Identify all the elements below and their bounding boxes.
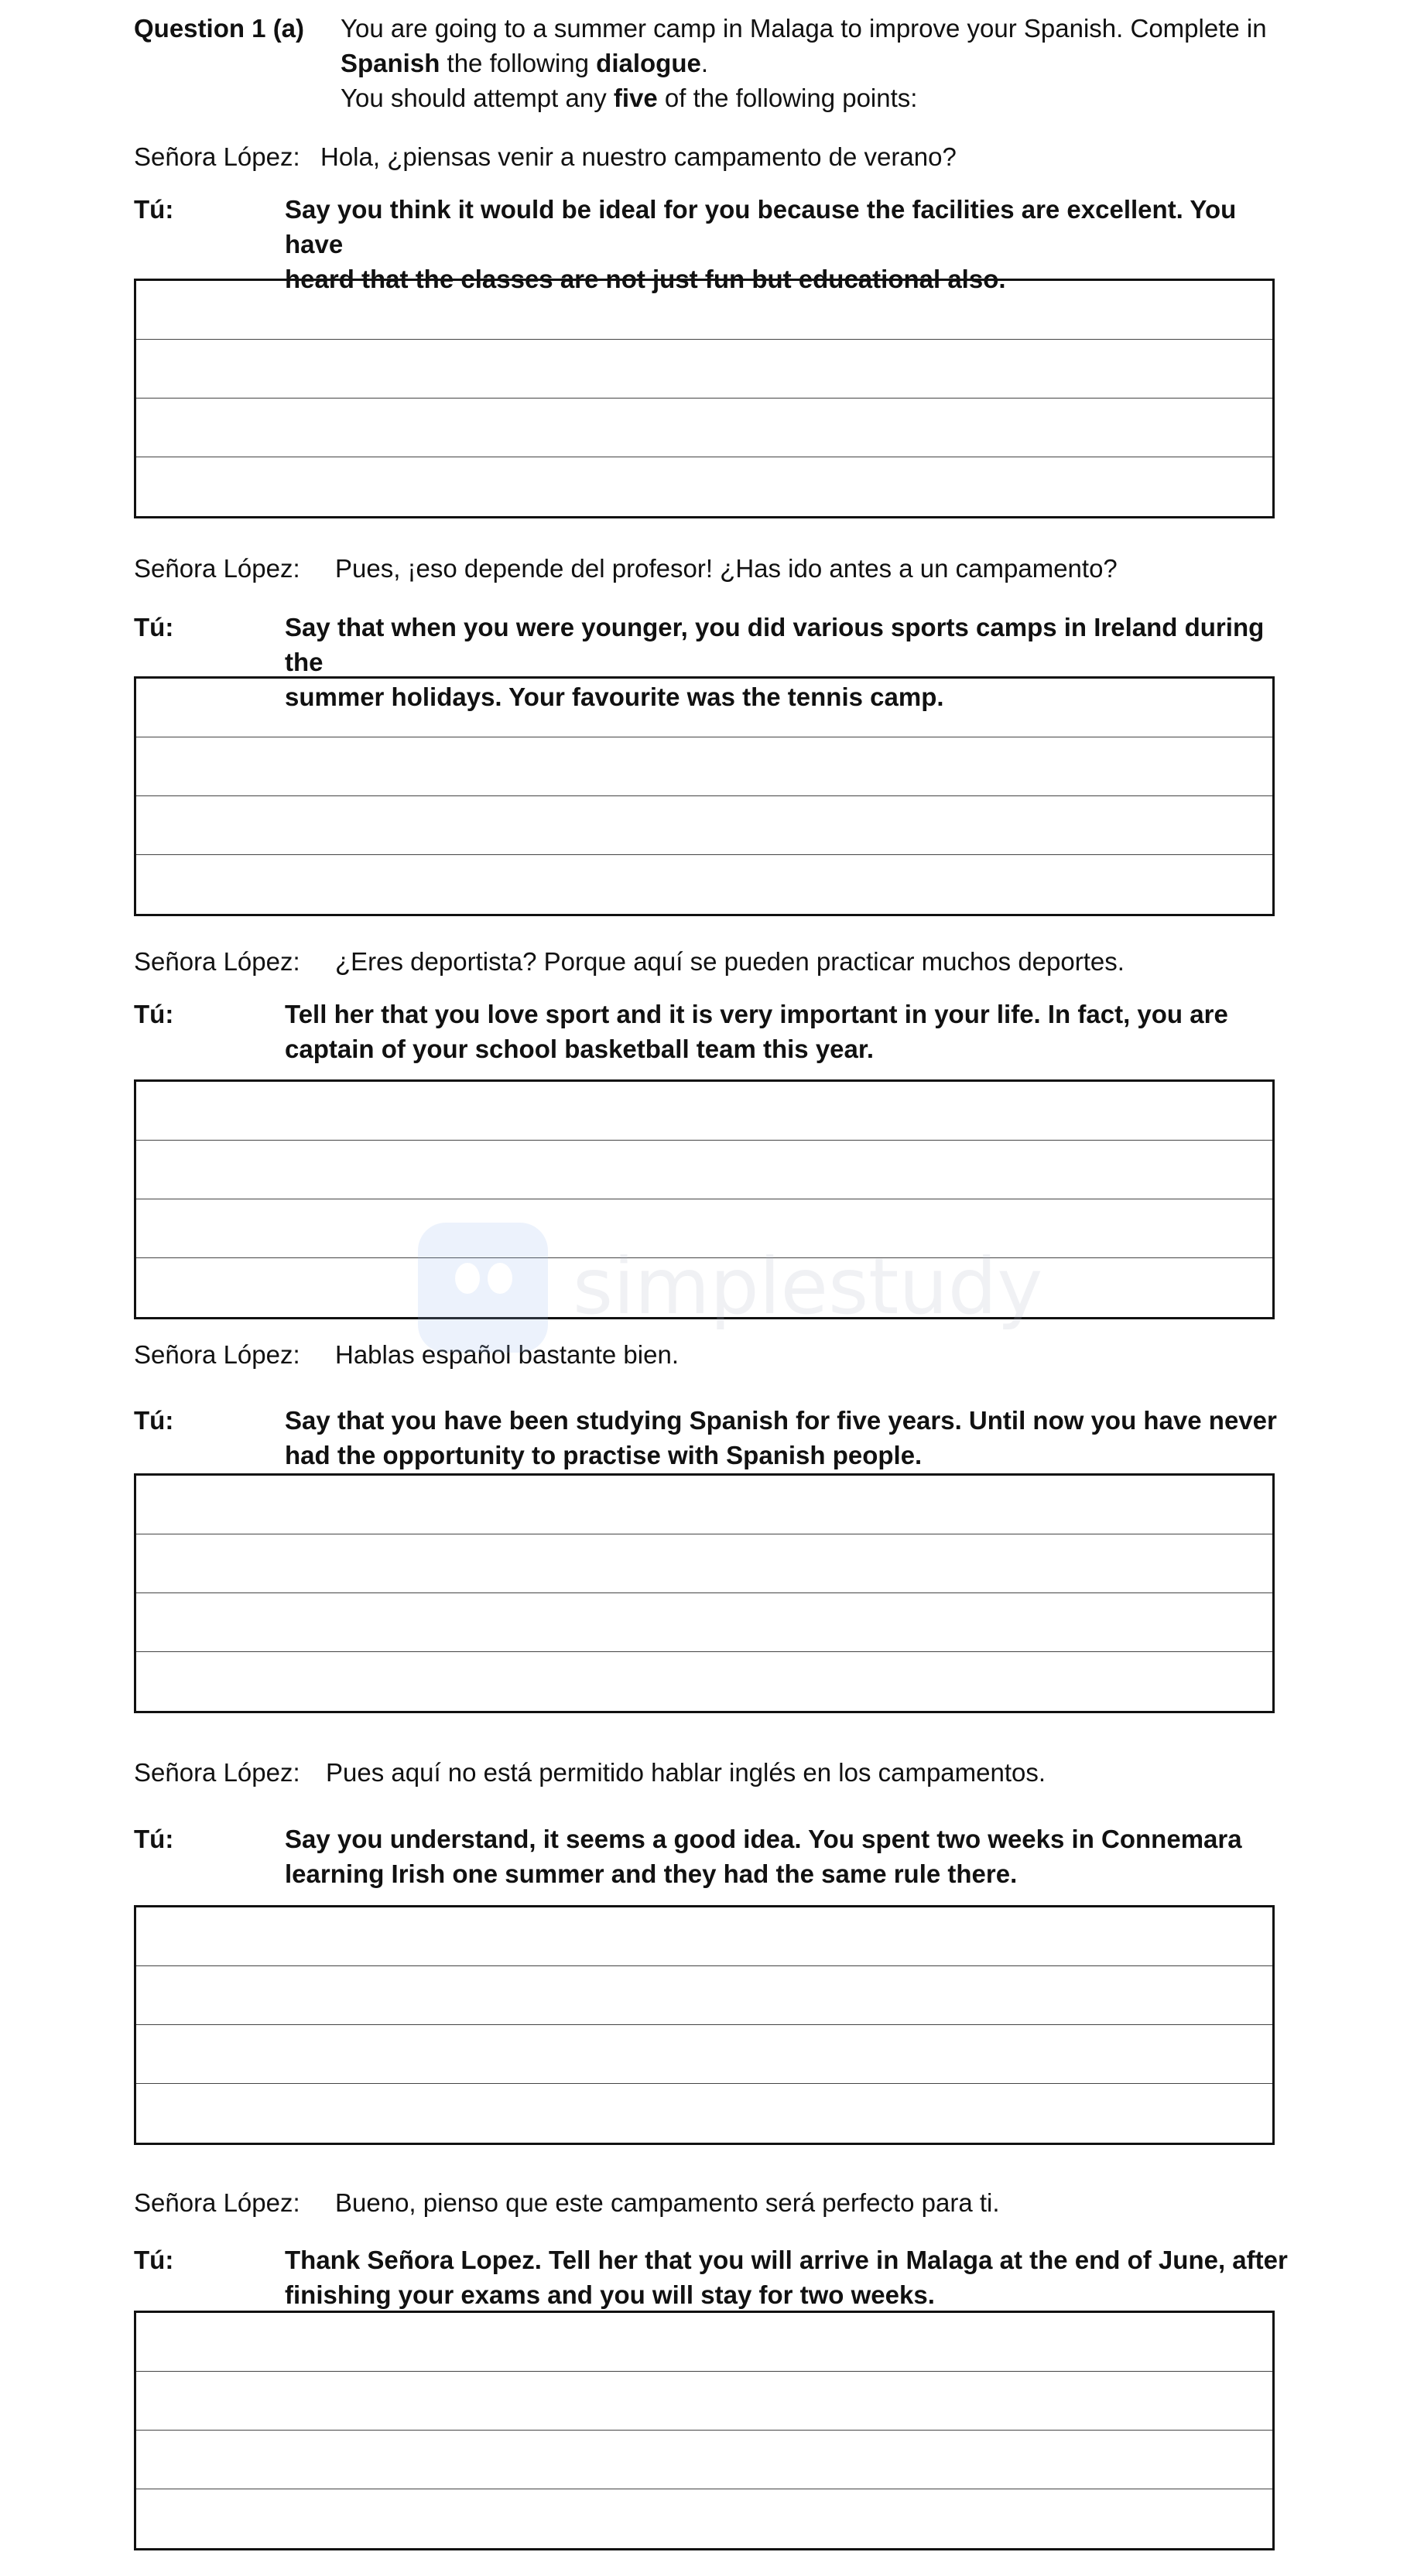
answer-line[interactable] <box>136 796 1272 855</box>
answer-line[interactable] <box>136 679 1272 737</box>
answer-box[interactable] <box>134 676 1275 916</box>
answer-line[interactable] <box>136 1907 1272 1966</box>
answer-line[interactable] <box>136 1199 1272 1258</box>
answer-line[interactable] <box>136 2025 1272 2084</box>
tu-prompt: Say you understand, it seems a good idea. You spent two weeks in Connemara learning Irish one summer and they had the same rule there. <box>285 1825 1242 1888</box>
tu-label: Tú: <box>134 1825 174 1853</box>
dialogue-section-6 <box>134 2185 1288 2572</box>
speaker-speech: Hablas español bastante bien. <box>335 1340 679 1369</box>
instruction-bold-dialogue: dialogue <box>596 49 701 77</box>
answer-line[interactable] <box>136 855 1272 914</box>
answer-box[interactable] <box>134 1905 1275 2145</box>
instruction-bold-five: five <box>613 84 658 112</box>
answer-line[interactable] <box>136 1082 1272 1141</box>
answer-line[interactable] <box>136 2372 1272 2431</box>
answer-line[interactable] <box>136 1141 1272 1199</box>
speaker-speech: Pues aquí no está permitido hablar inglés en los campamentos. <box>326 1758 1046 1787</box>
speaker-name: Señora López: <box>134 2188 300 2217</box>
answer-line[interactable] <box>136 281 1272 340</box>
answer-box[interactable] <box>134 2311 1275 2550</box>
speaker-name: Señora López: <box>134 947 300 976</box>
answer-line[interactable] <box>136 737 1272 796</box>
dialogue-section-2 <box>134 551 1279 922</box>
instruction-bold-spanish: Spanish <box>341 49 440 77</box>
speaker-name: Señora López: <box>134 1340 300 1369</box>
speaker-speech: Bueno, pienso que este campamento será perfecto para ti. <box>335 2188 1000 2217</box>
speaker-name: Señora López: <box>134 142 300 171</box>
question-label: Question 1 (a) <box>134 14 305 43</box>
answer-line[interactable] <box>136 1593 1272 1652</box>
tu-prompt: Tell her that you love sport and it is very important in your life. In fact, you are captain of your school basketball team this year. <box>285 1000 1228 1063</box>
answer-line[interactable] <box>136 457 1272 516</box>
dialogue-section-4 <box>134 1337 1279 1724</box>
question-instructions <box>341 11 1370 115</box>
answer-line[interactable] <box>136 1258 1272 1317</box>
instruction-line-2: Spanish the following dialogue. <box>341 49 709 77</box>
tu-label: Tú: <box>134 195 174 224</box>
instruction-line-1: You are going to a summer camp in Malaga to improve your Spanish. Complete in <box>341 14 1267 43</box>
answer-line[interactable] <box>136 2489 1272 2548</box>
tu-prompt: Say that when you were younger, you did various sports camps in Ireland during the summer holidays. Your favourite was the tennis camp. <box>285 613 1265 711</box>
answer-line[interactable] <box>136 1966 1272 2025</box>
answer-box[interactable] <box>134 1079 1275 1319</box>
answer-line[interactable] <box>136 2313 1272 2372</box>
instruction-line-3: You should attempt any five of the following points: <box>341 84 918 112</box>
dialogue-section-5 <box>134 1755 1279 2157</box>
tu-label: Tú: <box>134 2246 174 2274</box>
speaker-name: Señora López: <box>134 554 300 583</box>
speaker-speech: Hola, ¿piensas venir a nuestro campamento de verano? <box>320 142 957 171</box>
answer-line[interactable] <box>136 2084 1272 2143</box>
dialogue-section-1 <box>134 139 1279 526</box>
answer-line[interactable] <box>136 2431 1272 2489</box>
answer-line[interactable] <box>136 399 1272 457</box>
answer-line[interactable] <box>136 1652 1272 1711</box>
answer-line[interactable] <box>136 340 1272 399</box>
dialogue-section-3 <box>134 944 1279 1331</box>
tu-prompt: Say that you have been studying Spanish for five years. Until now you have never had the opportunity to practise with Spanish people. <box>285 1406 1277 1469</box>
tu-label: Tú: <box>134 1406 174 1435</box>
answer-line[interactable] <box>136 1534 1272 1593</box>
speaker-speech: ¿Eres deportista? Porque aquí se pueden practicar muchos deportes. <box>335 947 1125 976</box>
tu-prompt: Thank Señora Lopez. Tell her that you will arrive in Malaga at the end of June, after finishing your exams and you will stay for two weeks. <box>285 2246 1288 2309</box>
tu-prompt: Say you think it would be ideal for you because the facilities are excellent. You have heard that the classes are not just fun but educational also. <box>285 195 1237 293</box>
speaker-speech: Pues, ¡eso depende del profesor! ¿Has ido antes a un campamento? <box>335 554 1118 583</box>
tu-label: Tú: <box>134 613 174 641</box>
tu-label: Tú: <box>134 1000 174 1028</box>
speaker-name: Señora López: <box>134 1758 300 1787</box>
answer-line[interactable] <box>136 1476 1272 1534</box>
watermark-text: simplestudy <box>573 1241 1043 1332</box>
answer-box[interactable] <box>134 1473 1275 1713</box>
answer-box[interactable] <box>134 279 1275 518</box>
